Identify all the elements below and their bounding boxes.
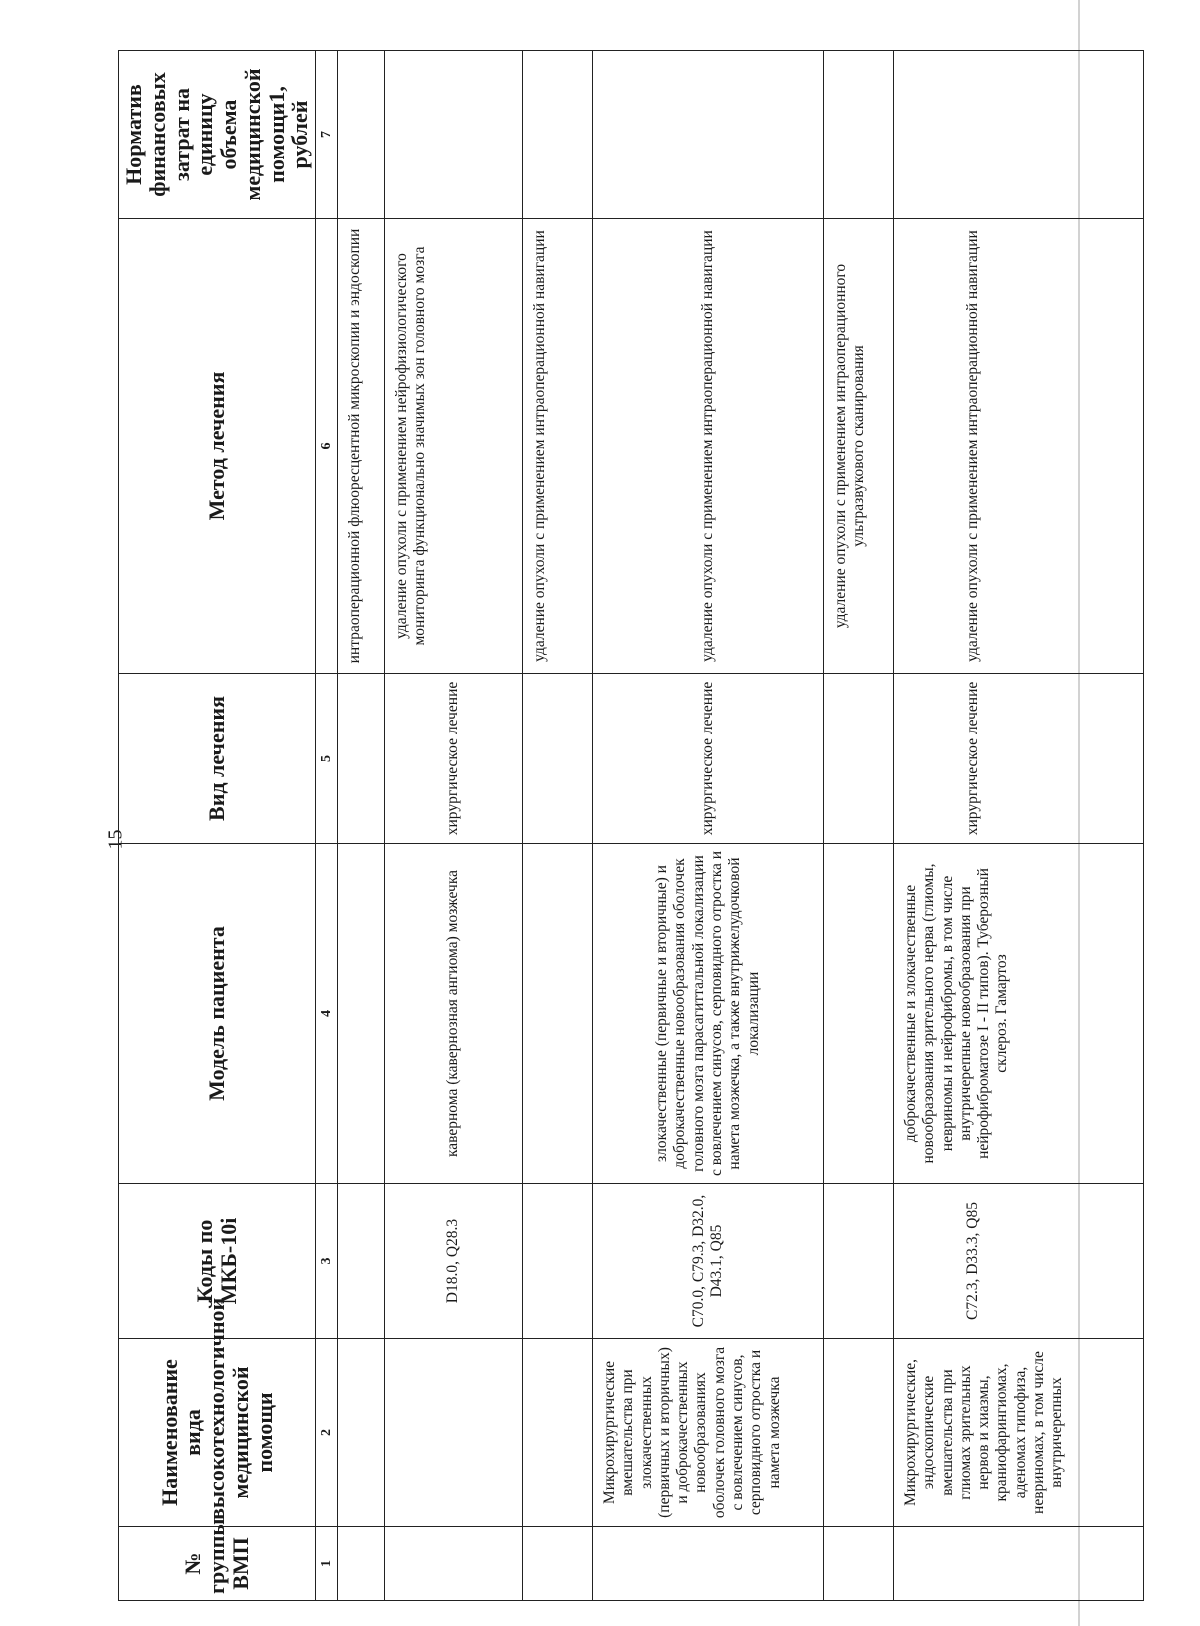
cell-treatment-method: удаление опухоли с применением нейрофизиологического мониторинга функционально значимых зон головного мозга: [385, 219, 523, 674]
cell-treatment-type: [338, 674, 385, 844]
cell-financial-norm: [385, 51, 523, 219]
cell-group-number: [523, 1527, 593, 1601]
cell-financial-norm: [824, 51, 894, 219]
column-number: 6: [316, 219, 338, 674]
cell-treatment-type: хирургическое лечение: [385, 674, 523, 844]
header-treatment-method: Метод лечения: [119, 219, 316, 674]
cell-patient-model: [338, 844, 385, 1184]
column-number: 2: [316, 1339, 338, 1527]
rotated-table-container: [118, 51, 1098, 1601]
cell-treatment-type: [824, 674, 894, 844]
cell-patient-model: доброкачественные и злокачественные новообразования зрительного нерва (глиомы, невриномы и нейрофибромы, в том числе внутричерепные новообразования при нейрофиброматозе I - II типов). Туберозный склероз. Гамартоз: [894, 844, 1144, 1184]
cell-financial-norm: [593, 51, 824, 219]
cell-vmp-name: [824, 1339, 894, 1527]
cell-financial-norm: [523, 51, 593, 219]
cell-patient-model: [523, 844, 593, 1184]
column-number: 4: [316, 844, 338, 1184]
cell-treatment-method: удаление опухоли с применением интраоперационной навигации: [593, 219, 824, 674]
cell-patient-model: [824, 844, 894, 1184]
cell-vmp-name: [338, 1339, 385, 1527]
column-number: 5: [316, 674, 338, 844]
column-number: 3: [316, 1184, 338, 1339]
table-row: [824, 51, 894, 1601]
page-number: 15: [104, 829, 127, 850]
header-group-number: № группы ВМП: [119, 1527, 316, 1601]
header-vmp-name: Наименование вида высокотехнологичной медицинской помощи: [119, 1339, 316, 1527]
cell-group-number: [338, 1527, 385, 1601]
cell-treatment-type: хирургическое лечение: [593, 674, 824, 844]
column-number-row: [316, 51, 338, 1601]
column-number: 7: [316, 51, 338, 219]
cell-treatment-type: хирургическое лечение: [894, 674, 1144, 844]
header-icd-codes: Коды по МКБ-10i: [119, 1184, 316, 1339]
table-row: [894, 51, 1144, 1601]
cell-treatment-method: удаление опухоли с применением интраоперационного ультразвукового сканирования: [824, 219, 894, 674]
cell-icd-codes: [523, 1184, 593, 1339]
header-patient-model: Модель пациента: [119, 844, 316, 1184]
header-treatment-type: Вид лечения: [119, 674, 316, 844]
header-row: [119, 51, 316, 1601]
cell-icd-codes: C70.0, C79.3, D32.0, D43.1, Q85: [593, 1184, 824, 1339]
table-row: [523, 51, 593, 1601]
cell-vmp-name: [385, 1339, 523, 1527]
table-row: [593, 51, 824, 1601]
cell-group-number: [824, 1527, 894, 1601]
cell-icd-codes: [338, 1184, 385, 1339]
column-number: 1: [316, 1527, 338, 1601]
cell-treatment-method: удаление опухоли с применением интраоперационной навигации: [894, 219, 1144, 674]
header-financial-norm: Норматив финансовых затрат на единицу объема медицинской помощи1, рублей: [119, 51, 316, 219]
table-row: [338, 51, 385, 1601]
cell-vmp-name: [523, 1339, 593, 1527]
cell-patient-model: кавернома (кавернозная ангиома) мозжечка: [385, 844, 523, 1184]
cell-treatment-method: интраоперационной флюоресцентной микроскопии и эндоскопии: [338, 219, 385, 674]
cell-icd-codes: D18.0, Q28.3: [385, 1184, 523, 1339]
cell-vmp-name: Микрохирургические, эндоскопические вмешательства при глиомах зрительных нервов и хиазмы, краниофарингиомах, аденомах гипофиза, невриномах, в том числе внутричерепных: [894, 1339, 1144, 1527]
cell-icd-codes: [824, 1184, 894, 1339]
cell-treatment-type: [523, 674, 593, 844]
cell-group-number: [894, 1527, 1144, 1601]
cell-financial-norm: [338, 51, 385, 219]
cell-treatment-method: удаление опухоли с применением интраоперационной навигации: [523, 219, 593, 674]
cell-financial-norm: [894, 51, 1144, 219]
cell-vmp-name: Микрохирургические вмешательства при злокачественных (первичных и вторичных) и доброкачественных новообразованиях оболочек головного мозга с вовлечением синусов, серповидного отростка и намета мозжечка: [593, 1339, 824, 1527]
vmp-table: [118, 50, 1144, 1601]
cell-icd-codes: C72.3, D33.3, Q85: [894, 1184, 1144, 1339]
cell-group-number: [593, 1527, 824, 1601]
table-row: [385, 51, 523, 1601]
cell-group-number: [385, 1527, 523, 1601]
cell-patient-model: злокачественные (первичные и вторичные) и доброкачественные новообразования оболочек головного мозга парасагиттальной локализации с вовлечением синусов, серповидного отростка и намета мозжечка, а также внутрижелудочковой локализации: [593, 844, 824, 1184]
